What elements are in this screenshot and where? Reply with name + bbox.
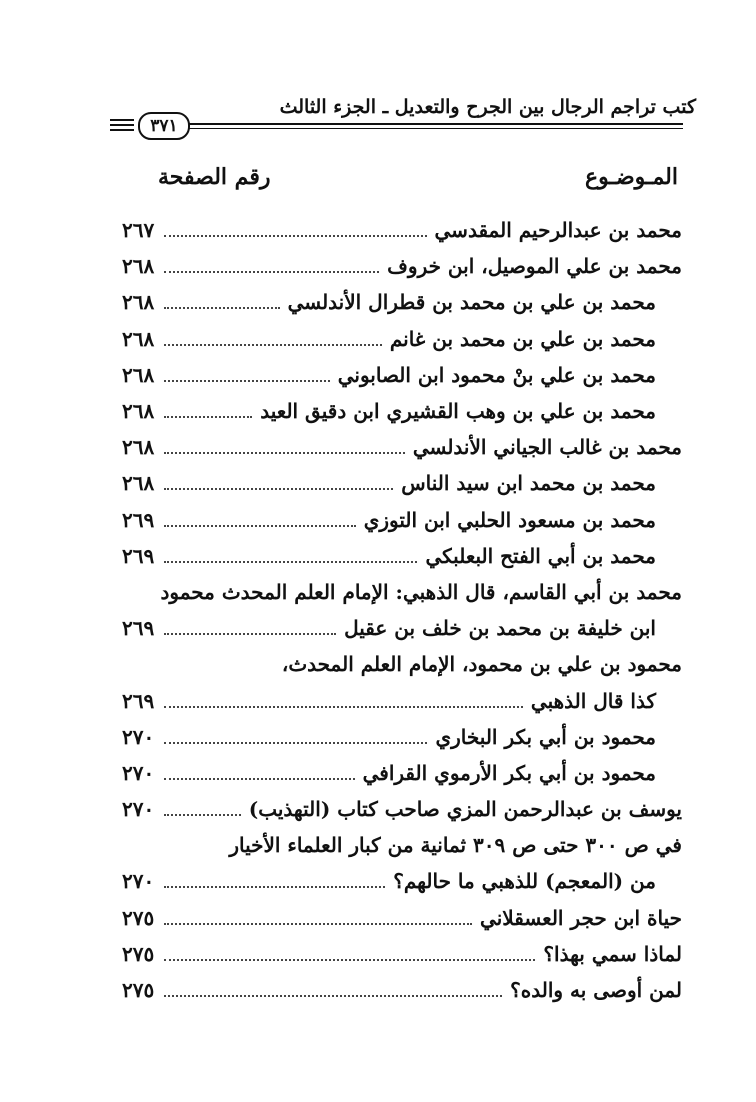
dot-leader <box>164 959 535 961</box>
entry-title: حياة ابن حجر العسقلاني <box>480 905 682 930</box>
entry-title: محمد بن أبي القاسم، قال الذهبي: الإمام العلم المحدث محمود <box>160 579 682 604</box>
dot-leader <box>164 416 252 418</box>
entry-title: كذا قال الذهبي <box>530 688 656 713</box>
entry-page: ٢٧٠ <box>122 760 155 785</box>
dot-leader <box>164 488 393 490</box>
entry-page: ٢٦٧ <box>122 218 155 243</box>
entry-page: ٢٦٩ <box>122 543 155 568</box>
entry-title: محمد بن غالب الجياني الأندلسي <box>412 435 682 460</box>
entry-title: محمد بن علي بن محمد بن قطرال الأندلسي <box>287 290 656 315</box>
toc-entry <box>122 393 682 429</box>
entry-page: ٢٧٠ <box>122 797 155 822</box>
toc-entry <box>122 936 682 972</box>
toc-entry <box>122 284 682 320</box>
entry-page: ٢٧٠ <box>122 869 155 894</box>
entry-page: ٢٦٩ <box>122 688 155 713</box>
entry-page: ٢٧٠ <box>122 724 155 749</box>
toc-entry <box>122 321 682 357</box>
dot-leader <box>164 706 523 708</box>
toc-entry <box>122 900 682 936</box>
dot-leader <box>164 235 427 237</box>
header-rule <box>185 123 683 125</box>
entry-page: ٢٧٥ <box>122 941 155 966</box>
toc-entry <box>122 791 682 827</box>
entry-page: ٢٦٨ <box>122 326 155 351</box>
toc-entry-continued <box>122 574 682 610</box>
toc-entry <box>122 682 682 718</box>
entry-title: محمد بن علي الموصيل، ابن خروف <box>387 254 682 279</box>
page-number: ٣٧١ <box>150 116 178 136</box>
header-rule-thin <box>185 128 683 129</box>
entry-page: ٢٦٩ <box>122 507 155 532</box>
entry-page: ٢٦٨ <box>122 471 155 496</box>
dot-leader <box>164 561 417 563</box>
toc-entry <box>122 755 682 791</box>
dot-leader <box>164 380 330 382</box>
toc-entry <box>122 538 682 574</box>
entry-title: ابن خليفة بن محمد بن خلف بن عقيل <box>344 616 656 641</box>
dot-leader <box>164 923 472 925</box>
dot-leader <box>164 814 241 816</box>
subject-column-header: المـوضـوع <box>585 164 678 190</box>
table-of-contents <box>122 212 682 1008</box>
entry-title: يوسف بن عبدالرحمن المزي صاحب كتاب (التهذيب) <box>248 797 682 822</box>
toc-entry <box>122 465 682 501</box>
entry-title: محمود بن علي بن محمود، الإمام العلم المحدث، <box>281 652 682 677</box>
dot-leader <box>164 995 502 997</box>
toc-entry <box>122 429 682 465</box>
toc-entry <box>122 972 682 1008</box>
toc-entry-continued <box>122 827 682 863</box>
toc-entry <box>122 719 682 755</box>
entry-title: محمد بن أبي الفتح البعلبكي <box>425 543 656 568</box>
badge-ornament-line <box>110 124 134 126</box>
page-number-badge <box>138 112 190 140</box>
entry-title: في ص ٣٠٠ حتى ص ٣٠٩ ثمانية من كبار العلماء الأخيار <box>229 833 682 858</box>
entry-title: محمد بن مسعود الحلبي ابن التوزي <box>363 507 656 532</box>
entry-page: ٢٧٥ <box>122 978 155 1003</box>
entry-page: ٢٦٨ <box>122 435 155 460</box>
entry-title: محمد بن محمد ابن سيد الناس <box>401 471 656 496</box>
entry-page: ٢٦٩ <box>122 616 155 641</box>
dot-leader <box>164 633 336 635</box>
entry-title: محمود بن أبي بكر البخاري <box>435 724 656 749</box>
entry-title: محمد بن عبدالرحيم المقدسي <box>434 218 682 243</box>
dot-leader <box>164 742 427 744</box>
entry-page: ٢٦٨ <box>122 399 155 424</box>
toc-entry <box>122 863 682 899</box>
toc-entry-continued <box>122 646 682 682</box>
entry-title: محمود بن أبي بكر الأرموي القرافي <box>362 760 656 785</box>
entry-page: ٢٦٨ <box>122 254 155 279</box>
toc-entry <box>122 610 682 646</box>
dot-leader <box>164 452 405 454</box>
running-title: كتب تراجم الرجال بين الجرح والتعديل ـ الجزء الثالث <box>279 96 696 118</box>
badge-ornament-line <box>110 119 134 121</box>
entry-title: لمن أوصى به والده؟ <box>510 978 682 1003</box>
toc-entry <box>122 502 682 538</box>
badge-ornament-line <box>110 129 134 131</box>
dot-leader <box>164 271 379 273</box>
dot-leader <box>164 344 382 346</box>
toc-entry <box>122 212 682 248</box>
toc-entry <box>122 248 682 284</box>
dot-leader <box>164 778 355 780</box>
dot-leader <box>164 525 356 527</box>
entry-page: ٢٦٨ <box>122 290 155 315</box>
entry-title: محمد بن علي بن وهب القشيري ابن دقيق العيد <box>260 399 656 424</box>
entry-page: ٢٧٥ <box>122 905 155 930</box>
dot-leader <box>164 307 280 309</box>
entry-page: ٢٦٨ <box>122 362 155 387</box>
entry-title: من (المعجم) للذهبي ما حالهم؟ <box>393 869 656 894</box>
entry-title: محمد بن علي بن محمد بن غانم <box>389 326 656 351</box>
entry-title: لماذا سمي بهذا؟ <box>543 941 682 966</box>
dot-leader <box>164 886 385 888</box>
page-column-header: رقم الصفحة <box>158 164 271 190</box>
toc-entry <box>122 357 682 393</box>
entry-title: محمد بن علي بنْ محمود ابن الصابوني <box>337 362 656 387</box>
